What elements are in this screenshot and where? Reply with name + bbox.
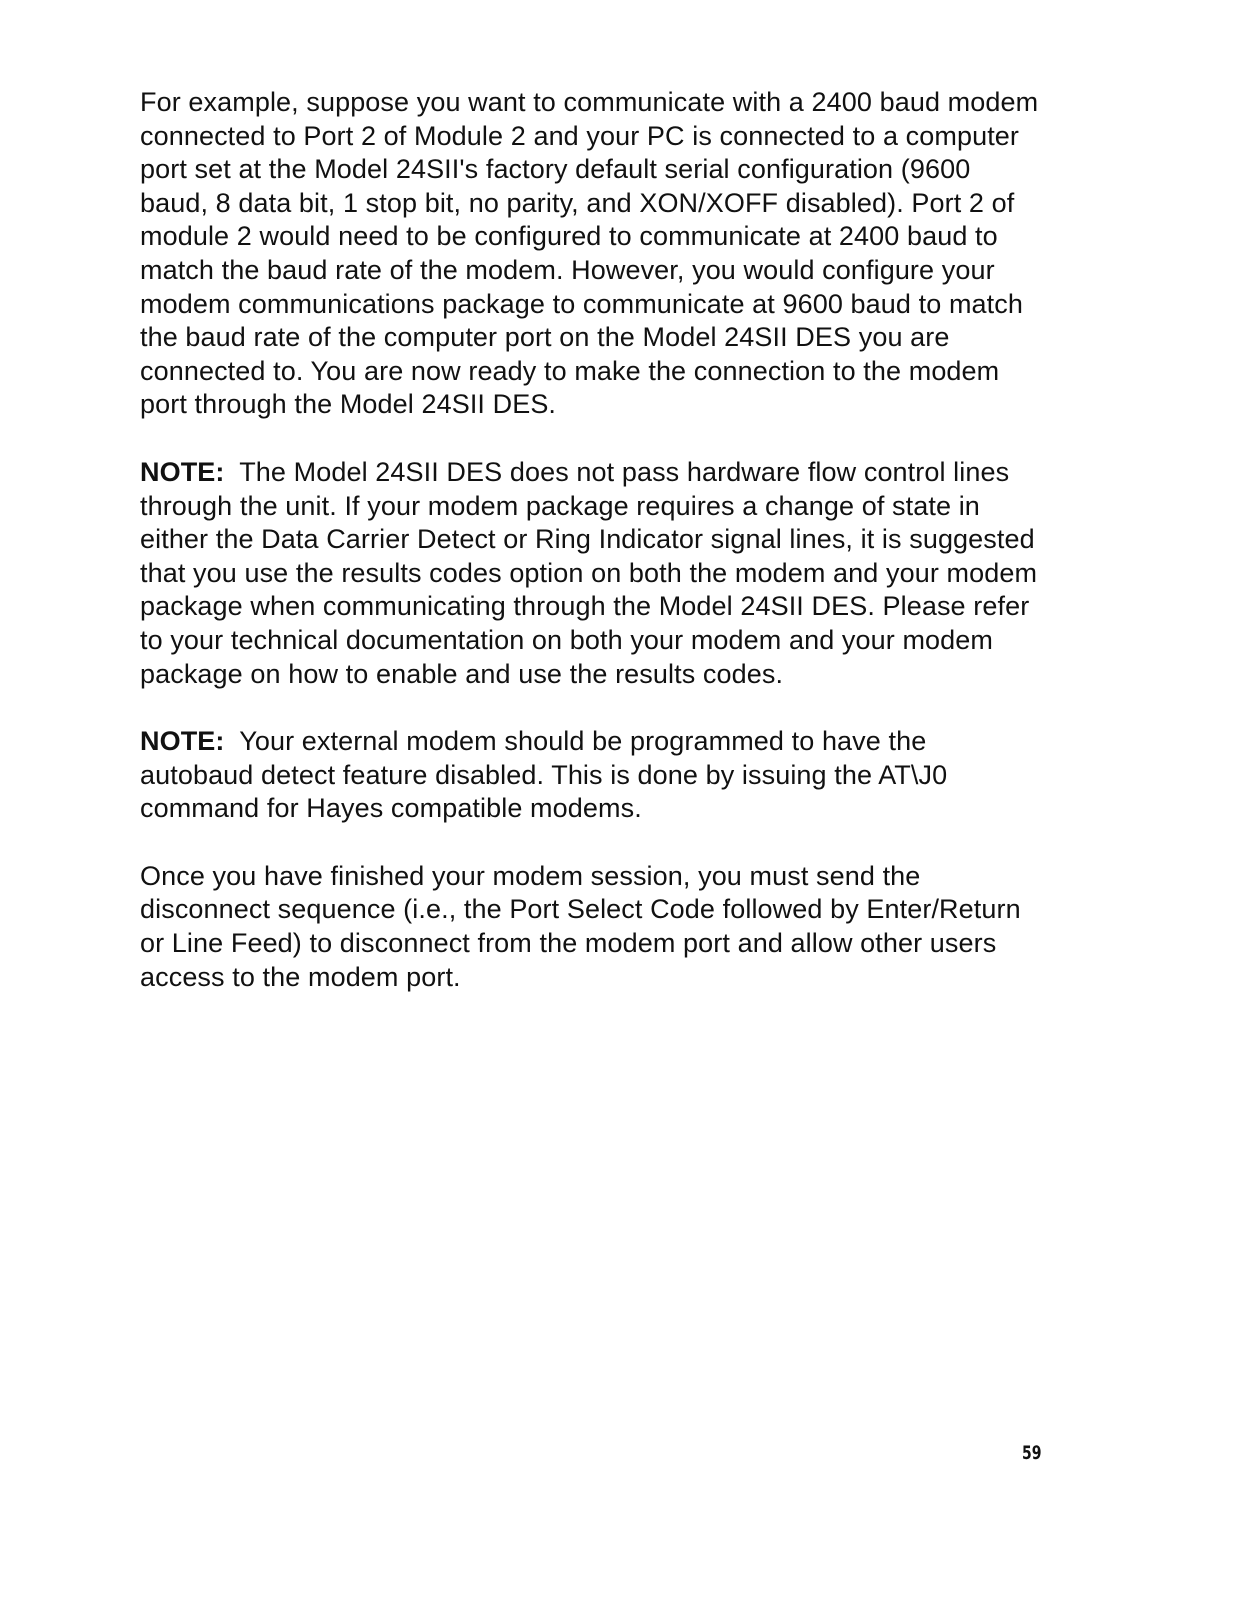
note-hardware-flow-control bbox=[140, 456, 1045, 691]
paragraph-modem-example bbox=[140, 86, 1045, 422]
note-label: NOTE: bbox=[140, 726, 225, 757]
paragraph-text: For example, suppose you want to communicate with a 2400 baud modem connected to Port 2 of Module 2 and your PC is connected to a computer port set at the Model 24SII's factory default serial configuration (9600 baud, 8 data bit, 1 stop bit, no parity, and XON/XOFF disabled). Port 2 of module 2 would need to be configured to communicate at 2400 baud to match the baud rate of the modem. However, you would configure your modem communications package to communicate at 9600 baud to match the baud rate of the computer port on the Model 24SII DES you are connected to. You are now ready to make the connection to the modem port through the Model 24SII DES. bbox=[140, 87, 1039, 420]
note-label: NOTE: bbox=[140, 456, 225, 487]
paragraph-text: Once you have finished your modem session, you must send the disconnect sequence (i.e., the Port Select Code followed by Enter/Return or Line Feed) to disconnect from the modem port and allow other users access to the modem port. bbox=[140, 860, 1021, 992]
paragraph-disconnect bbox=[140, 860, 1045, 994]
page-body bbox=[140, 86, 1045, 1028]
note-autobaud bbox=[140, 725, 1045, 826]
note-text: The Model 24SII DES does not pass hardware flow control lines through the unit. If your modem package requires a change of state in either the Data Carrier Detect or Ring Indicator signal lines, it is suggested that you use the results codes option on both the modem and your modem package when communicating through the Model 24SII DES. Please refer to your technical documentation on both your modem and your modem package on how to enable and use the results codes. bbox=[140, 456, 1038, 689]
page-number: 59 bbox=[1022, 1442, 1042, 1464]
note-text: Your external modem should be programmed to have the autobaud detect feature disabled. This is done by issuing the AT\J0 command for Hayes compatible modems. bbox=[140, 726, 948, 824]
